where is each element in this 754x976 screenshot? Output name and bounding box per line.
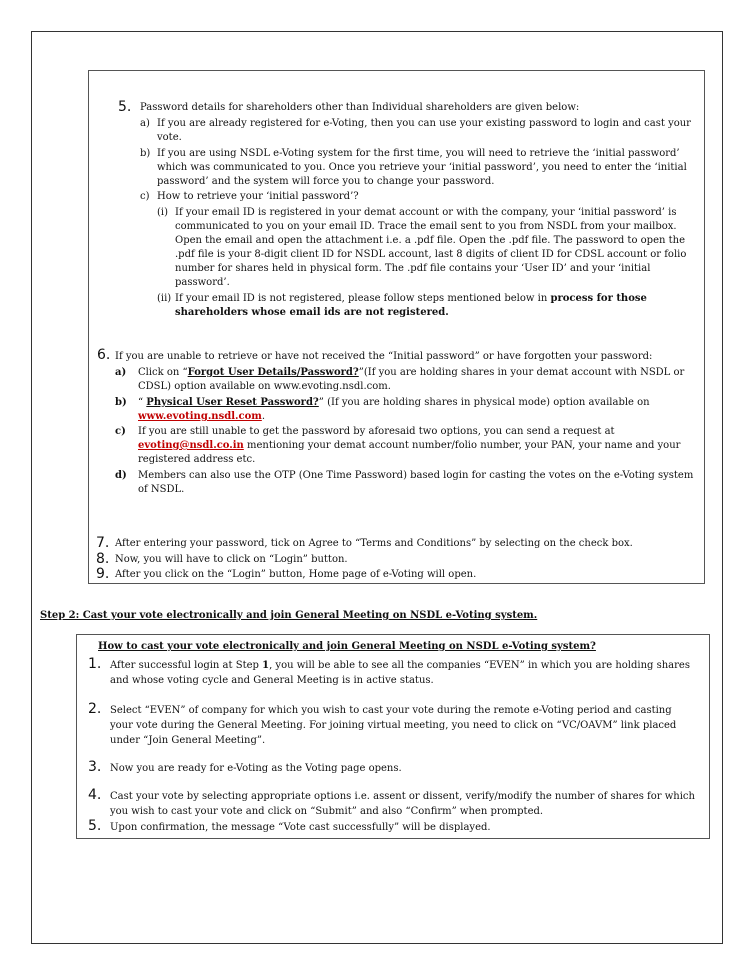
item-number-9: 9. — [96, 566, 110, 582]
section6-a-line2: CDSL) option available on www.evoting.nsdl.com. — [138, 381, 391, 392]
section6-b-pre: “ — [138, 397, 147, 408]
section6-b-label: b) — [115, 397, 127, 408]
section5-ci-line5: number for shares held in physical form. The .pdf file contains your ‘User ID’ and your ‘initial — [175, 263, 651, 274]
section5-b-line2: which was communicated to you. Once you retrieve your ‘initial password’, you need to enter the ‘initial — [157, 162, 687, 173]
step2-item-number-4: 4. — [88, 787, 102, 803]
section5-c-line1: How to retrieve your ‘initial password’? — [157, 191, 359, 202]
step2-item3-line1: Now you are ready for e-Voting as the Voting page opens. — [110, 763, 402, 774]
step2-item5-line1: Upon confirmation, the message “Vote cast successfully” will be displayed. — [110, 822, 491, 833]
section5-b-line1: If you are using NSDL e-Voting system for the first time, you will need to retrieve the ‘initial password’ — [157, 148, 680, 159]
item-number-5: 5. — [118, 99, 132, 115]
step2-item-number-1: 1. — [88, 656, 102, 672]
section6-a-label: a) — [115, 367, 127, 378]
section5-cii-bold: process for those — [550, 293, 647, 304]
section5-cii-text: If your email ID is not registered, please follow steps mentioned below in — [175, 293, 548, 304]
step2-item1-line1-c: , you will be able to see all the companies “EVEN” in which you are holding shares — [269, 660, 690, 671]
section6-c-line2 — [138, 439, 680, 453]
section6-b-line2 — [138, 410, 265, 424]
section5-a-label: a) — [140, 118, 150, 129]
section9-text: After you click on the “Login” button, Home page of e-Voting will open. — [115, 569, 477, 580]
section6-b-post: ” (If you are holding shares in physical mode) option available on — [318, 397, 650, 408]
section5-a-line2: vote. — [157, 132, 182, 143]
section5-cii-line1 — [175, 292, 647, 306]
item-number-6: 6. — [97, 347, 111, 363]
step2-item1-step-number: 1 — [262, 660, 270, 671]
section6-c-line2-text: mentioning your demat account number/folio number, your PAN, your name and your — [243, 440, 681, 451]
section5-cii-label: (ii) — [157, 293, 172, 304]
section5-ci-line1: If your email ID is registered in your demat account or with the company, your ‘initial password’ is — [175, 207, 677, 218]
step2-item-number-2: 2. — [88, 701, 102, 717]
step2-heading: Step 2: Cast your vote electronically and join General Meeting on NSDL e-Voting system. — [40, 610, 538, 621]
section5-b-line3: password’ and the system will force you to change your password. — [157, 176, 495, 187]
section6-b-line1 — [138, 396, 700, 410]
step2-item2-line1: Select “EVEN” of company for which you wish to cast your vote during the remote e-Voting period and casting — [110, 705, 672, 716]
section6-d-label: d) — [115, 470, 127, 481]
section5-ci-label: (i) — [157, 207, 169, 218]
step2-item1-line2: and whose voting cycle and General Meeting is in active status. — [110, 675, 434, 686]
physical-reset-link[interactable]: Physical User Reset Password? — [146, 397, 319, 408]
section6-d-line2: of NSDL. — [138, 484, 185, 495]
evoting-email-link[interactable]: evoting@nsdl.co.in — [138, 440, 244, 451]
section5-ci-line3: Open the email and open the attachment i.e. a .pdf file. Open the .pdf file. The password to open the — [175, 235, 685, 246]
section6-c-line3: registered address etc. — [138, 454, 256, 465]
item-number-8: 8. — [96, 551, 110, 567]
section6-c-line1: If you are still unable to get the password by aforesaid two options, you can send a request at — [138, 426, 615, 437]
step2-item2-line3: under “Join General Meeting”. — [110, 735, 266, 746]
section5-c-label: c) — [140, 191, 150, 202]
step2-item4-line1: Cast your vote by selecting appropriate options i.e. assent or dissent, verify/modify the number of shares for which — [110, 791, 695, 802]
section5-b-label: b) — [140, 148, 151, 159]
section5-cii-line2: shareholders whose email ids are not registered. — [175, 307, 449, 318]
section6-d-line1: Members can also use the OTP (One Time Password) based login for casting the votes on the e-Voting system — [138, 470, 694, 481]
forgot-password-link[interactable]: Forgot User Details/Password? — [187, 367, 359, 378]
cast-vote-box-title: How to cast your vote electronically and join General Meeting on NSDL e-Voting system? — [98, 641, 596, 652]
step2-item-number-5: 5. — [88, 818, 102, 834]
section6-c-label: c) — [115, 426, 126, 437]
step2-item-number-3: 3. — [88, 759, 102, 775]
section5-a-line1: If you are already registered for e-Voting, then you can use your existing password to login and cast your — [157, 118, 691, 129]
section7-text: After entering your password, tick on Agree to “Terms and Conditions” by selecting on the check box. — [115, 538, 633, 549]
section5-ci-line2: communicated to you on your email ID. Trace the email sent to you from NSDL from your mailbox. — [175, 221, 677, 232]
section8-text: Now, you will have to click on “Login” button. — [115, 554, 348, 565]
section6-a-line1 — [138, 366, 700, 380]
section6-b-end: . — [261, 411, 266, 422]
section5-ci-line4: .pdf file is your 8-digit client ID for NSDL account, last 8 digits of client ID for CDSL account or folio — [175, 249, 687, 260]
step2-item4-line2: you wish to cast your vote and click on “Submit” and also “Confirm” when prompted. — [110, 806, 544, 817]
section5-intro: Password details for shareholders other than Individual shareholders are given below: — [140, 102, 580, 113]
item-number-7: 7. — [96, 535, 110, 551]
section6-intro: If you are unable to retrieve or have not received the “Initial password” or have forgotten your password: — [115, 351, 653, 362]
section6-a-pre: Click on “ — [138, 367, 188, 378]
step2-item2-line2: your vote during the General Meeting. For joining virtual meeting, you need to click on “VC/OAVM” link placed — [110, 720, 677, 731]
section5-ci-line6: password’. — [175, 277, 230, 288]
evoting-url-link[interactable]: www.evoting.nsdl.com — [138, 411, 262, 422]
section6-a-post: ”(If you are holding shares in your demat account with NSDL or — [358, 367, 685, 378]
step2-item1-line1 — [110, 659, 705, 673]
step2-item1-line1-a: After successful login at Step — [110, 660, 263, 671]
